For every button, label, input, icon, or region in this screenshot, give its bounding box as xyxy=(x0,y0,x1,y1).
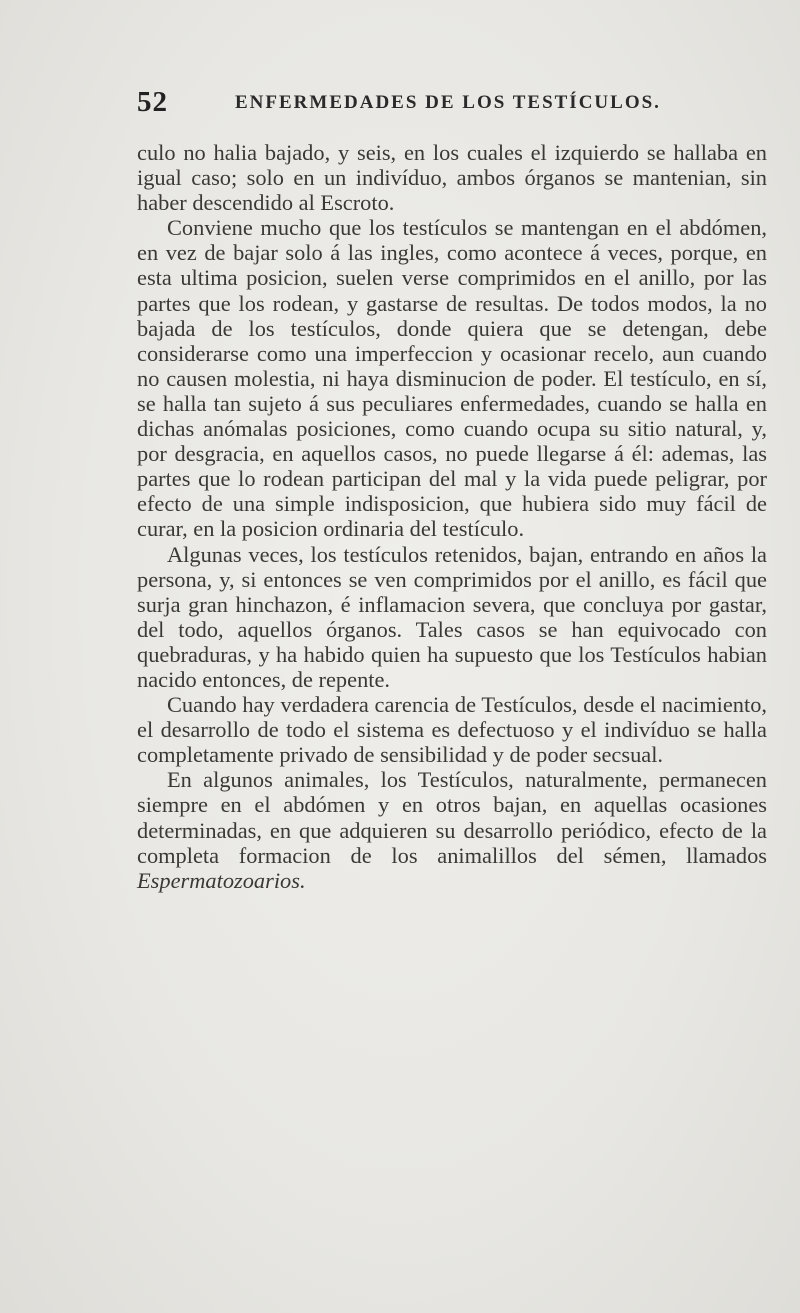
page-header xyxy=(137,86,767,126)
paragraph-continued: culo no halia bajado, y seis, en los cuales el izquierdo se hallaba en igual caso; solo en un indivíduo, ambos órganos se mantenian, sin haber descendido al Escroto. xyxy=(137,140,767,216)
paragraph: Algunas veces, los testículos retenidos, bajan, entrando en años la persona, y, si entonces se ven comprimidos por el anillo, es fácil que surja gran hinchazon, é inflamacion severa, que concluya por gastar, del todo, aquellos órganos. Tales casos se han equivocado con quebraduras, y ha habido quien ha supuesto que los Testículos habian nacido entonces, de repente. xyxy=(137,541,767,692)
body-text xyxy=(137,140,767,893)
page-number: 52 xyxy=(137,86,168,118)
paragraph-text: En algunos animales, los Testículos, naturalmente, permanecen siempre en el abdómen y en otros bajan, en aquellas ocasiones determinadas, en que adquieren su desarrollo periódico, efecto de la completa formacion de los animalillos del sémen, llamados xyxy=(137,767,767,868)
paragraph: Cuando hay verdadera carencia de Testículos, desde el nacimiento, el desarrollo de todo el sistema es defectuoso y el indivíduo se halla completamente privado de sensibilidad y de poder secsual. xyxy=(137,692,767,768)
italic-term: Espermatozoarios. xyxy=(137,867,306,893)
paragraph: Conviene mucho que los testículos se mantengan en el abdómen, en vez de bajar solo á las ingles, como acontece á veces, porque, en esta ultima posicion, suelen verse comprimidos en el anillo, por las partes que los rodean, y gastarse de resultas. De todos modos, la no bajada de los testículos, donde quiera que se detengan, debe considerarse como una imperfeccion y ocasionar recelo, aun cuando no causen molestia, ni haya disminucion de poder. El testículo, en sí, se halla tan sujeto á sus peculiares enfermedades, cuando se halla en dichas anómalas posiciones, como cuando ocupa su sitio natural, y, por desgracia, en aquellos casos, no puede llegarse á él: ademas, las partes que lo rodean participan del mal y la vida puede peligrar, por efecto de una simple indisposicion, que hubiera sido muy fácil de curar, en la posicion ordinaria del testículo. xyxy=(137,215,767,542)
running-head: ENFERMEDADES DE LOS TESTÍCULOS. xyxy=(235,92,661,113)
paragraph-last xyxy=(137,767,767,892)
